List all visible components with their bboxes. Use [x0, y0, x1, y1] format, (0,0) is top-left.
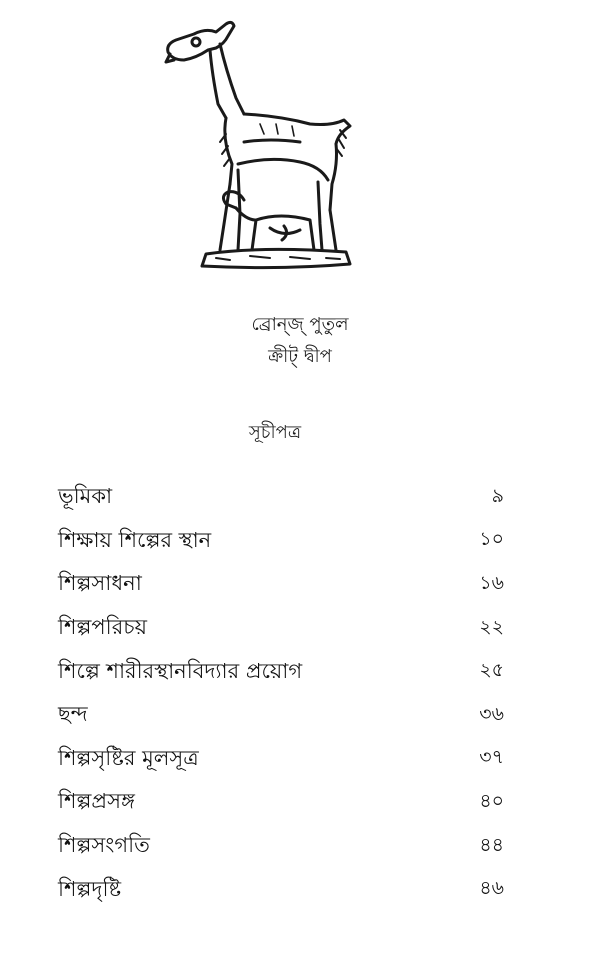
toc-entry — [58, 781, 508, 825]
toc-entry-title: শিল্পে শারীরস্থানবিদ্যার প্রয়োগ — [58, 658, 303, 683]
table-of-contents — [58, 476, 508, 912]
toc-entry — [58, 738, 508, 782]
toc-entry-title: শিল্পপ্রসঙ্গ — [58, 789, 135, 814]
figure-caption-title: ব্রোন্‌জ্‌ পুতুল — [251, 314, 349, 335]
toc-entry-page: ৪০ — [479, 789, 504, 812]
toc-entry — [58, 825, 508, 869]
toc-entry-page: ৩৭ — [479, 746, 504, 769]
toc-entry — [58, 650, 508, 694]
toc-entry-page: ২২ — [479, 615, 504, 638]
toc-entry — [58, 607, 508, 651]
toc-heading: সূচীপত্র — [248, 422, 302, 443]
toc-entry — [58, 520, 508, 564]
toc-entry-title: শিল্পসাধনা — [58, 571, 142, 596]
toc-entry-page: ৪৬ — [479, 877, 504, 900]
toc-entry-title: শিল্পসংগতি — [58, 833, 150, 858]
deer-figurine-illustration — [160, 14, 360, 274]
toc-entry — [58, 476, 508, 520]
toc-entry-page: ১০ — [479, 528, 504, 551]
toc-entry-title: শিক্ষায় শিল্পের স্থান — [58, 527, 212, 552]
toc-entry-title: ভূমিকা — [58, 484, 113, 509]
toc-entry — [58, 563, 508, 607]
deer-figurine-icon — [160, 14, 360, 274]
toc-entry — [58, 694, 508, 738]
toc-entry-title: শিল্পপরিচয় — [58, 615, 147, 640]
toc-entry-title: শিল্পসৃষ্টির মূলসূত্র — [58, 745, 199, 770]
toc-entry-page: ৪৪ — [479, 833, 504, 856]
toc-entry-title: শিল্পদৃষ্টি — [58, 876, 122, 901]
toc-entry-page: ২৫ — [479, 659, 504, 682]
toc-entry-title: ছন্দ — [58, 702, 88, 727]
figure-caption-location: ক্রীট্‌ দ্বীপ — [268, 346, 332, 367]
toc-entry-page: ৯ — [491, 484, 504, 507]
toc-entry-page: ১৬ — [479, 571, 504, 594]
toc-entry-page: ৩৬ — [479, 702, 504, 725]
toc-entry — [58, 868, 508, 912]
